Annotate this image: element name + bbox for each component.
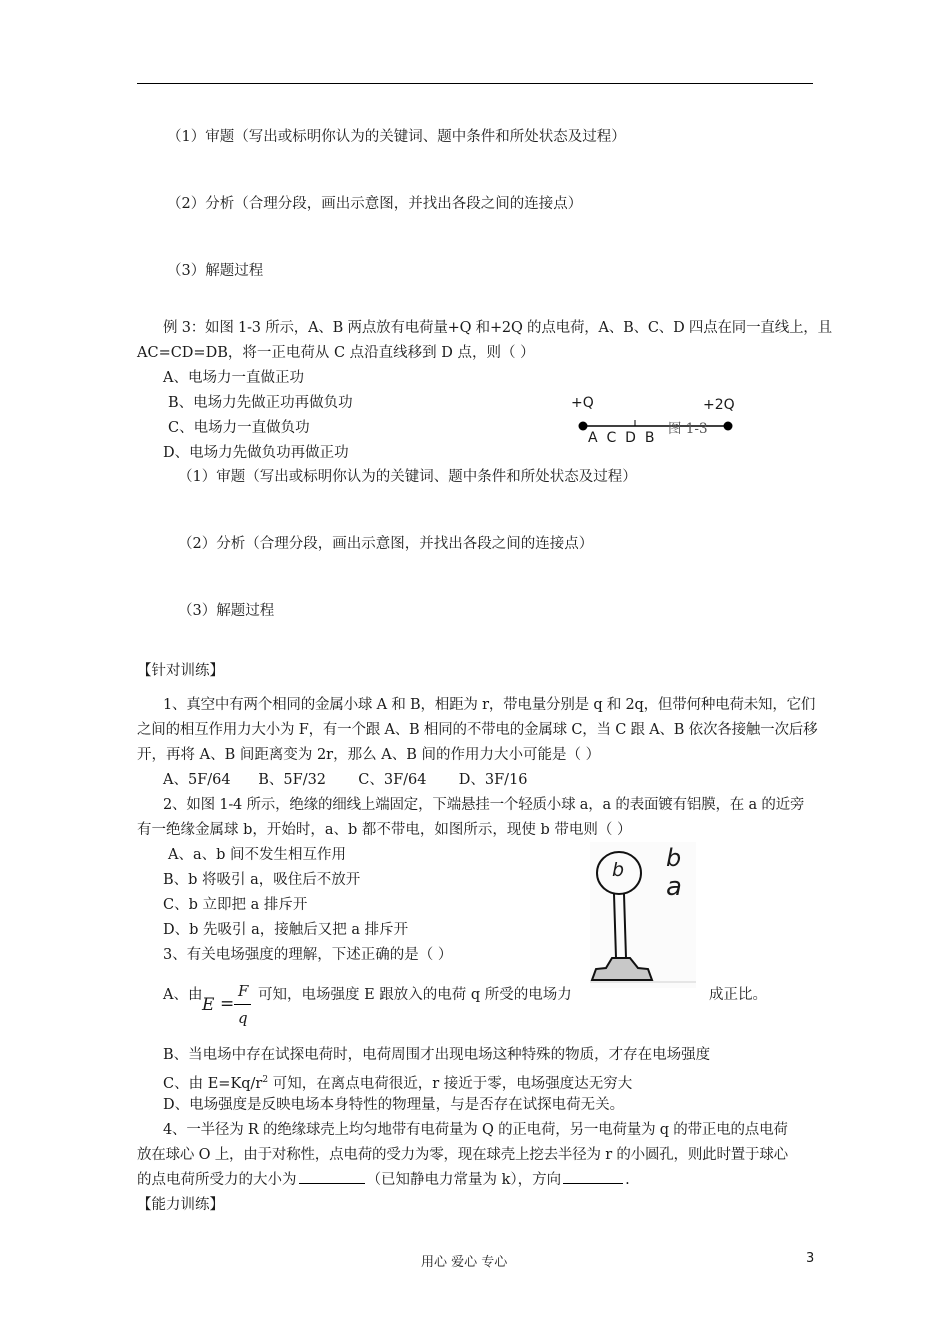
- q4-line3-end: .: [625, 1172, 630, 1188]
- q3-option-a-prefix: A、由: [163, 987, 203, 1003]
- q2-option-a: A、a、b 间不发生相互作用: [168, 847, 347, 863]
- ex3-step-analysis: （2）分析（合理分段，画出示意图，并找出各段之间的连接点）: [178, 536, 594, 552]
- formula-e-equals-f-over-q: [200, 982, 254, 1030]
- ex2-step-review: （1）审题（写出或标明你认为的关键词、题中条件和所处状态及过程）: [167, 129, 626, 145]
- q3-option-d: D、电场强度是反映电场本身特性的物理量，与是否存在试探电荷无关。: [163, 1097, 625, 1113]
- label-plus-q: +Q: [571, 395, 594, 411]
- q2-option-b: B、b 将吸引 a，吸住后不放开: [163, 872, 361, 888]
- q4-line2: 放在球心 O 上，由于对称性，点电荷的受力为零，现在球壳上挖去半径为 r 的小圆孔，则此时置于球心: [137, 1147, 788, 1163]
- q4-line3-middle: （已知静电力常量为 k），方向: [366, 1172, 562, 1188]
- q2-option-d: D、b 先吸引 a，接触后又把 a 排斥开: [163, 922, 409, 938]
- ex3-step-solution: （3）解题过程: [178, 603, 275, 619]
- q4-line3: [137, 1171, 630, 1189]
- label-points: A C D B: [588, 430, 655, 446]
- q3-option-b: B、当电场中存在试探电荷时，电荷周围才出现电场这种特殊的物质，才存在电场强度: [163, 1047, 711, 1063]
- page-number: 3: [806, 1251, 815, 1266]
- q2-option-c: C、b 立即把 a 排斥开: [163, 897, 308, 913]
- section-targeted-training: 【针对训练】: [137, 663, 224, 679]
- q4-line3-prefix: 的点电荷所受力的大小为: [137, 1172, 297, 1188]
- ex3-option-a: A、电场力一直做正功: [163, 370, 304, 386]
- ex3-option-b: B、电场力先做正功再做负功: [168, 395, 353, 411]
- header-rule: [137, 83, 813, 84]
- q3-option-a-body: 可知，电场强度 E 跟放入的电荷 q 所受的电场力: [258, 987, 572, 1003]
- q1-line3: 开，再将 A、B 间距离变为 2r，那么 A、B 间的作用力大小可能是（ ）: [137, 747, 601, 763]
- formula-numerator: F: [238, 982, 249, 1000]
- label-plus-2q: +2Q: [703, 397, 735, 413]
- ex3-stem-line2: AC=CD=DB，将一正电荷从 C 点沿直线移到 D 点，则（ ）: [137, 345, 535, 361]
- ball-b-label: b: [612, 859, 625, 881]
- ex3-option-d: D、电场力先做负功再做正功: [163, 445, 349, 461]
- stand-rod-right: [624, 894, 626, 958]
- q1-options: A、5F/64 B、5F/32 C、3F/64 D、3F/16: [163, 772, 528, 788]
- q4-line1: 4、一半径为 R 的绝缘球壳上均匀地带有电荷量为 Q 的正电荷，另一电荷量为 q 的带正电的点电荷: [163, 1122, 788, 1138]
- formula-lhs: E: [202, 995, 215, 1015]
- q3-stem: 3、有关电场强度的理解，下述正确的是（ ）: [163, 947, 453, 963]
- formula-denominator: q: [238, 1009, 248, 1027]
- figure-1-4: [590, 842, 696, 988]
- ex3-stem-line1: 例 3：如图 1-3 所示，A、B 两点放有电荷量+Q 和+2Q 的点电荷，A、B、C、D 四点在同一直线上，且: [163, 320, 832, 336]
- hanging-b-label: b: [666, 844, 682, 872]
- charge-b-dot: [724, 422, 733, 431]
- stand-base: [592, 958, 652, 980]
- ex2-step-analysis: （2）分析（合理分段，画出示意图，并找出各段之间的连接点）: [167, 196, 583, 212]
- ex2-step-solution: （3）解题过程: [167, 263, 264, 279]
- ex3-option-c: C、电场力一直做负功: [168, 420, 310, 436]
- q3-option-c: [163, 1071, 632, 1093]
- q3-option-c-body: 可知，在离点电荷很近，r 接近于零，电场强度达无穷大: [268, 1075, 633, 1092]
- stand-rod-left: [614, 894, 616, 958]
- q2-line1: 2、如图 1-4 所示，绝缘的细线上端固定，下端悬挂一个轻质小球 a，a 的表面镀有铝膜，在 a 的近旁: [163, 797, 805, 813]
- ex3-step-review: （1）审题（写出或标明你认为的关键词、题中条件和所处状态及过程）: [178, 469, 637, 485]
- figure-1-3-caption: 图 1-3: [668, 421, 708, 437]
- hanging-a-label: a: [666, 872, 682, 902]
- footer-slogan: 用心 爱心 专心: [421, 1255, 508, 1270]
- formula-equals: =: [220, 994, 235, 1014]
- section-ability-training: 【能力训练】: [137, 1197, 224, 1213]
- q1-line2: 之间的相互作用力大小为 F，有一个跟 A、B 相同的不带电的金属球 C，当 C 跟 A、B 依次各接触一次后移: [137, 722, 818, 738]
- q3-option-c-prefix: C、由 E=Kq/r: [163, 1075, 263, 1092]
- q3-option-a-tail: 成正比。: [709, 987, 767, 1003]
- q4-blank-magnitude[interactable]: [299, 1171, 365, 1184]
- formula-fraction-bar: [234, 1004, 251, 1005]
- q4-blank-direction[interactable]: [563, 1171, 623, 1184]
- q3-option-c-exponent: 2: [262, 1075, 269, 1085]
- q1-line1: 1、真空中有两个相同的金属小球 A 和 B，相距为 r，带电量分别是 q 和 2q，但带何种电荷未知，它们: [163, 697, 816, 713]
- q2-line2: 有一绝缘金属球 b，开始时，a、b 都不带电，如图所示，现使 b 带电则（ ）: [137, 822, 632, 838]
